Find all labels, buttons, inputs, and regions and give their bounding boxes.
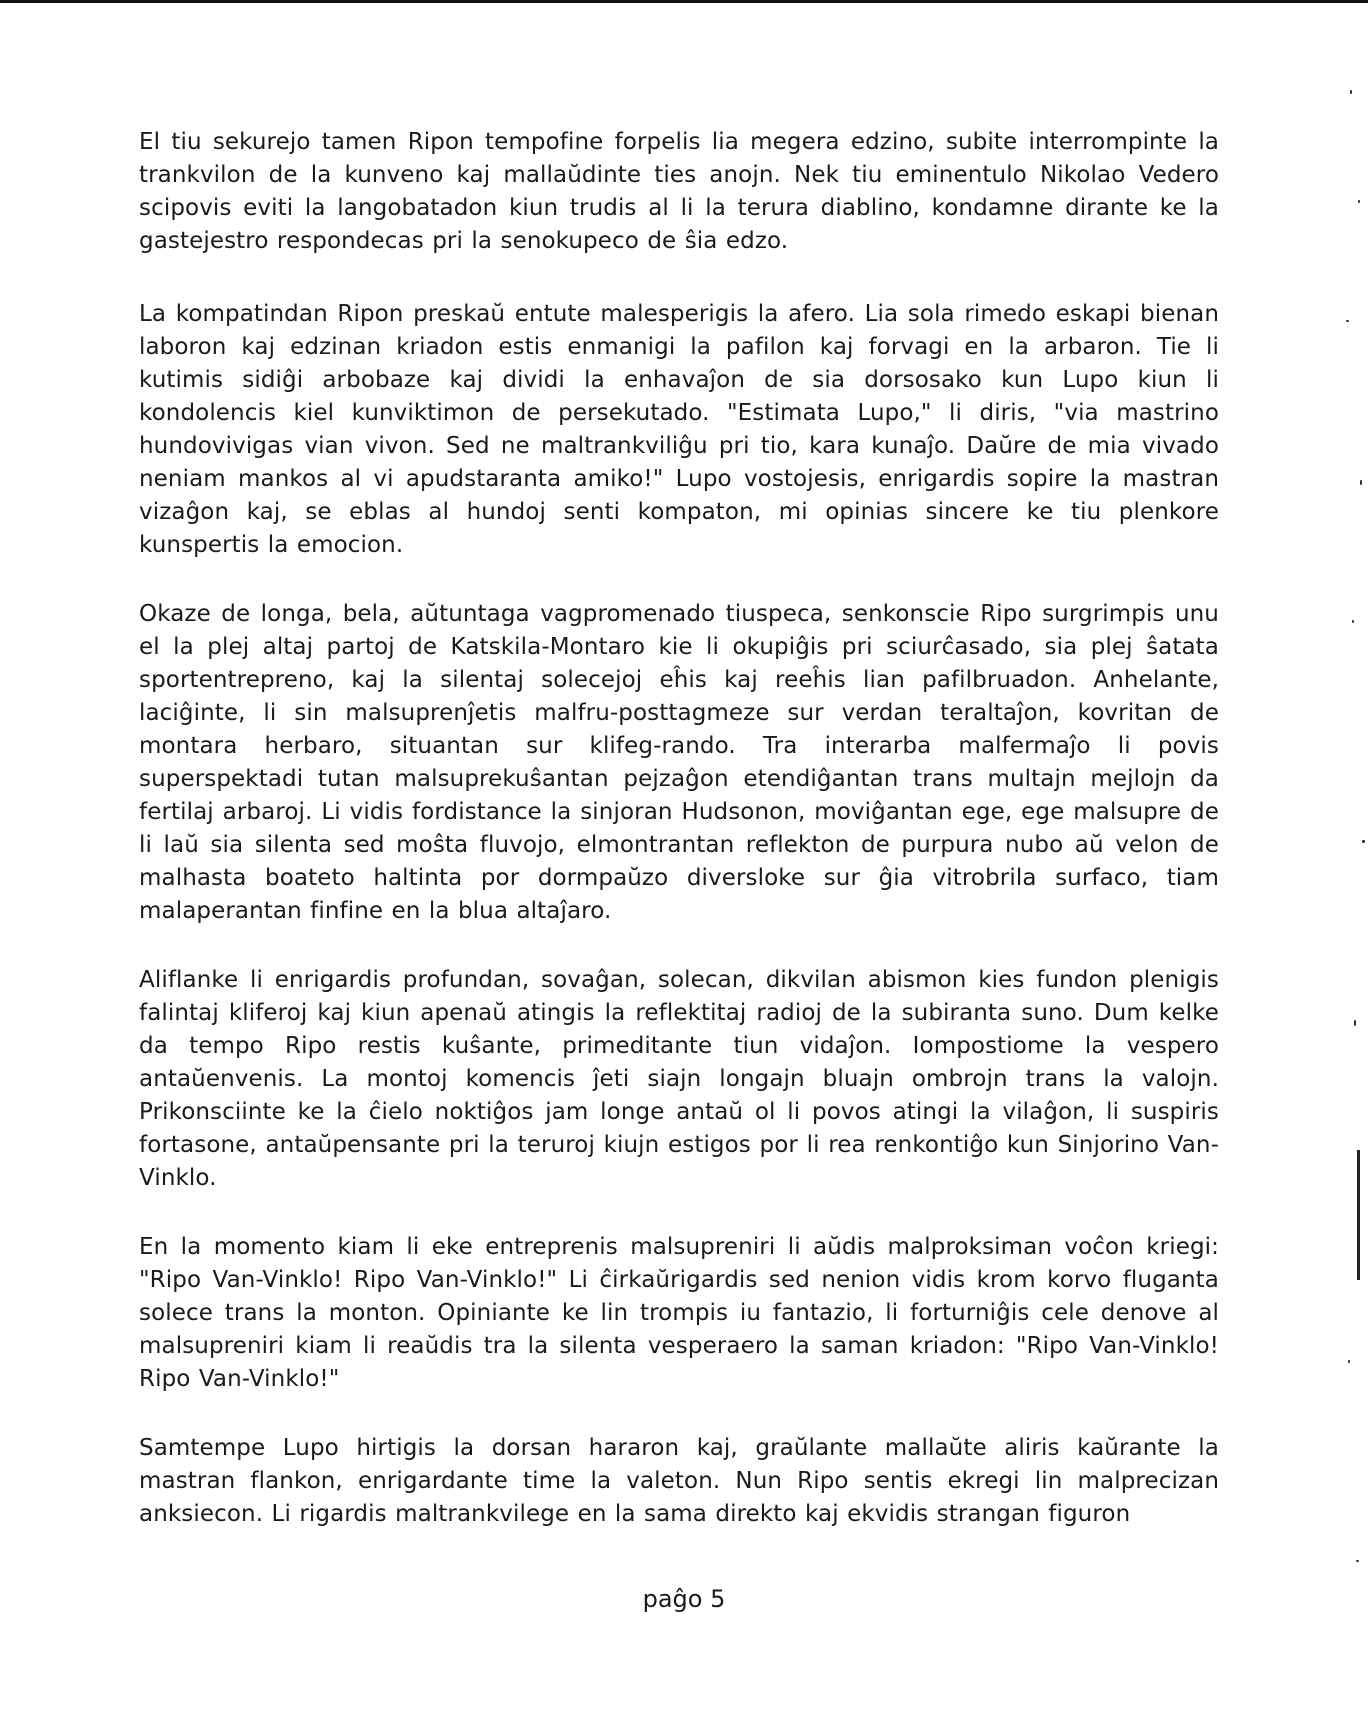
paragraph-1: El tiu sekurejo tamen Ripon tempofine forpelis lia megera edzino, subite interrompinte la trankvilon de la kunveno kaj mallaŭdinte ties anojn. Nek tiu eminentulo Nikolao Vedero scipovis eviti la langobatadon kiun trudis al li la terura diablino, kondamne dirante ke la gastejestro respondecas pri la senokupeco de ŝia edzo. [139,129,1219,254]
speck [1358,200,1360,203]
paragraph-5: En la momento kiam li eke entreprenis malsupreniri li aŭdis malproksiman voĉon kriegi: "Ripo Van-Vinklo! Ripo Van-Vinklo!" Li ĉirkaŭrigardis sed nenion vidis krom korvo fluganta solece trans la monton. Opiniante ke lin trompis iu fantazio, li forturniĝis cele denove al malsupreniri kiam li reaŭdis tra la silenta vesperaero la saman kriadon: "Ripo Van-Vinklo! Ripo Van-Vinklo!" [139,1234,1219,1392]
speck [1352,620,1354,623]
top-border-line [0,0,1368,3]
paragraph-2: La kompatindan Ripon preskaŭ entute malesperigis la afero. Lia sola rimedo eskapi bienan laboron kaj edzinan kriadon estis enmanigi la pafilon kaj forvagi en la arbaron. Tie li kutimis sidiĝi arbobaze kaj dividi la enhavaĵon de sia dorsosako kun Lupo kiun li kondolencis kiel kunviktimon de persekutado. "Estimata Lupo," li diris, "via mastrino hundovivigas vian vivon. Sed ne maltrankviliĝu pri tio, kara kunaĵo. Daŭre de mia vivado neniam mankos al vi apudstaranta amiko!" Lupo vostojesis, enrigardis sopire la mastran vizaĝon kaj, se eblas al hundoj senti kompaton, mi opinias sincere ke tiu plenkore kunspertis la emocion. [139,301,1219,558]
speck [1354,1020,1356,1026]
speck [1360,480,1362,485]
speck [1346,320,1349,322]
speck [1356,1560,1359,1562]
speck [1348,1360,1350,1363]
speck [1350,90,1352,94]
body-text [139,126,1219,1531]
speck [1362,840,1365,843]
page-number: paĝo 5 [642,1585,726,1613]
paragraph-3: Okaze de longa, bela, aŭtuntaga vagpromenado tiuspeca, senkonscie Ripo surgrimpis unu el la plej altaj partoj de Katskila-Montaro kie li okupiĝis pri sciurĉasado, sia plej ŝatata sportentrepreno, kaj la silentaj solecejoj eĥis kaj reeĥis lian pafilbruadon. Anhelante, laciĝinte, li sin malsuprenĵetis malfru-posttagmeze sur verdan teraltaĵon, kovritan de montara herbaro, situantan sur klifeg-rando. Tra interarba malfermaĵo li povis superspektadi tutan malsuprekuŝantan pejzaĝon etendiĝantan trans multajn mejlojn da fertilaj arbaroj. Li vidis fordistance la sinjoran Hudsonon, moviĝantan ege, ege malsupre de li laŭ sia silenta sed moŝta fluvojo, elmontrantan reflekton de purpura nubo aŭ velon de malhasta boateto haltinta por dormpaŭzo diversloke sur ĝia vitrobrila surfaco, tiam malaperantan finfine en la blua altaĵaro. [139,601,1219,924]
scan-noise [1340,60,1368,1710]
paragraph-4: Aliflanke li enrigardis profundan, sovaĝan, solecan, dikvilan abismon kies fundon plenigis falintaj kliferoj kaj kiun apenaŭ atingis la reflektitaj radioj de la subiranta suno. Dum kelke da tempo Ripo restis kuŝante, primeditante tiun vidaĵon. Iompostiome la vespero antaŭenvenis. La montoj komencis ĵeti siajn longajn bluajn ombrojn trans la valojn. Prikonsciinte ke la ĉielo noktiĝos jam longe antaŭ ol li povos atingi la vilaĝon, li suspiris fortasone, antaŭpensante pri la teruroj kiujn estigos por li rea renkontiĝo kun Sinjorino Van-Vinklo. [139,967,1219,1191]
paragraph-6: Samtempe Lupo hirtigis la dorsan hararon kaj, graŭlante mallaŭte aliris kaŭrante la mastran flankon, enrigardante time la valeton. Nun Ripo sentis ekregi lin malprecizan anksiecon. Li rigardis maltrankvilege en la sama direkto kaj ekvidis strangan figuron [139,1435,1219,1527]
